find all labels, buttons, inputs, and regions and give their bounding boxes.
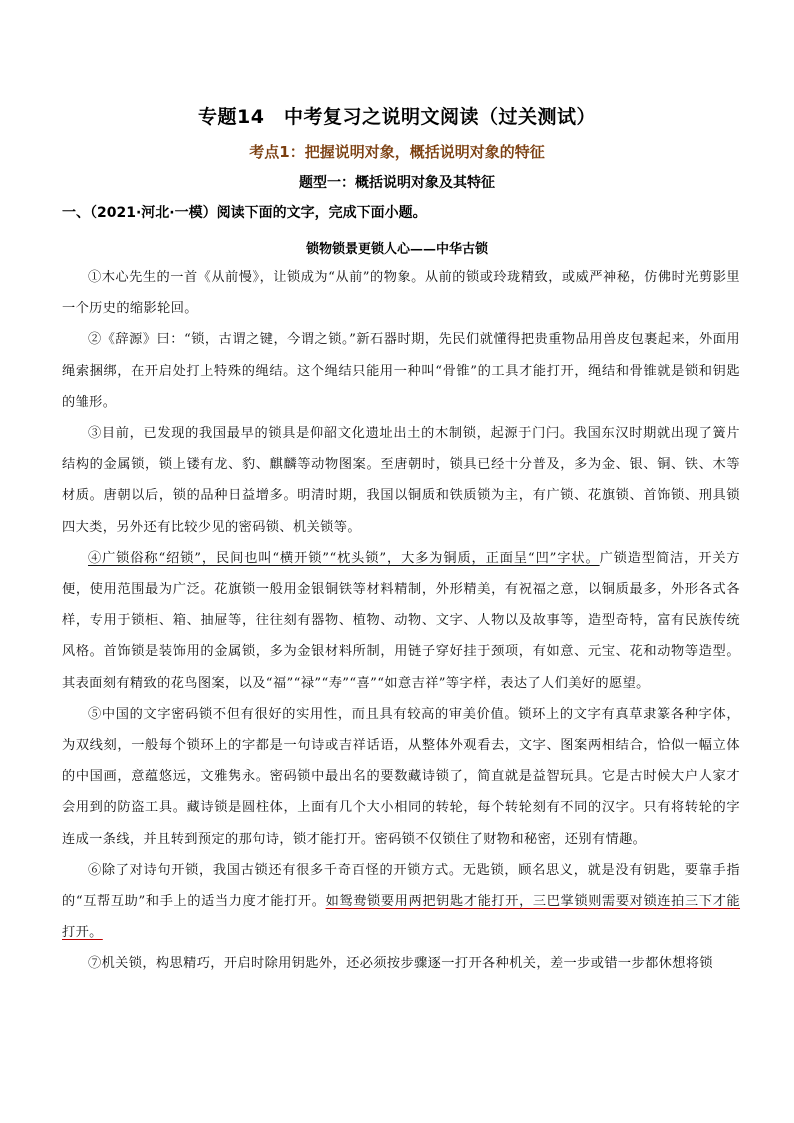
paragraph-4-rest: 广锁造型简洁，开关方便，使用范围最为广泛。花旗锁一般用金银铜铁等材料精制，外形精美，有祝福之意，以铜质最多，外形各式各样，专用于锁柜、箱、抽屉等，往往刻有器物、植物、动物、文字、人物以及故事等，造型奇特，富有民族传统风格。首饰锁是装饰用的金属锁，多为金银材料所制，用链子穿好挂于颈项，有如意、元宝、花和动物等造型。其表面刻有精致的花鸟图案，以及“福”“禄”“寿”“喜”“如意吉祥”等字样，表达了人们美好的愿望。 bbox=[62, 550, 741, 691]
article-body bbox=[62, 262, 740, 980]
paragraph-2: ②《辞源》曰：“锁，古谓之键，今谓之锁。”新石器时期，先民们就懂得把贵重物品用兽皮包裹起来，外面用绳索捆绑，在开启处打上特殊的绳结。这个绳结只能用一种叫“骨锥”的工具才能打开，绳结和骨锥就是锁和钥匙的雏形。 bbox=[62, 332, 740, 410]
underlined-sentence-red: 如鸳鸯锁要用两把钥匙才能打开，三巴掌锁则需要对锁连拍三下才能打开。 bbox=[62, 894, 741, 941]
paragraph-4 bbox=[62, 543, 740, 699]
question-intro: 一、（2021·河北·一模）阅读下面的文字，完成下面小题。 bbox=[62, 205, 427, 221]
paragraph-3: ③目前，已发现的我国最早的锁具是仰韶文化遗址出土的木制锁，起源于门闩。我国东汉时期就出现了簧片结构的金属锁，锁上镂有龙、豹、麒麟等动物图案。至唐朝时，锁具已经十分普及，多为金、银、铜、铁、木等材质。唐朝以后，锁的品种日益增多。明清时期，我国以铜质和铁质锁为主，有广锁、花旗锁、首饰锁、刑具锁四大类，另外还有比较少见的密码锁、机关锁等。 bbox=[62, 426, 740, 535]
underlined-sentence: ④广锁俗称“绍锁”，民间也叫“横开锁”“枕头锁”，大多为铜质，正面呈“凹”字状。 bbox=[88, 550, 600, 566]
paragraph-6 bbox=[62, 855, 740, 949]
paragraph-7: ⑦机关锁，构思精巧，开启时除用钥匙外，还必须按步骤逐一打开各种机关，差一步或错一步都休想将锁 bbox=[88, 956, 714, 972]
paragraph-6-start: ⑥除了对诗句开锁，我国古锁还有很多千奇百怪的开锁方式。无匙锁，顾名思义，就是没有钥匙，要靠手指的“互帮互助”和手上的适当力度才能打开。 bbox=[62, 862, 740, 910]
article-title: 锁物锁景更锁人心——中华古锁 bbox=[305, 242, 488, 257]
exam-point-heading: 考点1：把握说明对象，概括说明对象的特征 bbox=[249, 143, 545, 161]
page-title: 专题14 中考复习之说明文阅读（过关测试） bbox=[198, 106, 596, 128]
question-type-heading: 题型一：概括说明对象及其特征 bbox=[299, 175, 495, 191]
paragraph-5: ⑤中国的文字密码锁不但有很好的实用性，而且具有较高的审美价值。锁环上的文字有真草隶篆各种字体，为双线刻，一般每个锁环上的字都是一句诗或吉祥话语，从整体外观看去，文字、图案两相结合，恰似一幅立体的中国画，意蕴悠远，文雅隽永。密码锁中最出名的要数藏诗锁了，简直就是益智玩具。它是古时候大户人家才会用到的防盗工具。藏诗锁是圆柱体，上面有几个大小相同的转轮，每个转轮刻有不同的汉字。只有将转轮的字连成一条线，并且转到预定的那句诗，锁才能打开。密码锁不仅锁住了财物和秘密，还别有情趣。 bbox=[62, 706, 740, 847]
paragraph-1: ①木心先生的一首《从前慢》，让锁成为“从前”的物象。从前的锁或玲珑精致，或威严神秘，仿佛时光剪影里一个历史的缩影轮回。 bbox=[62, 270, 740, 317]
